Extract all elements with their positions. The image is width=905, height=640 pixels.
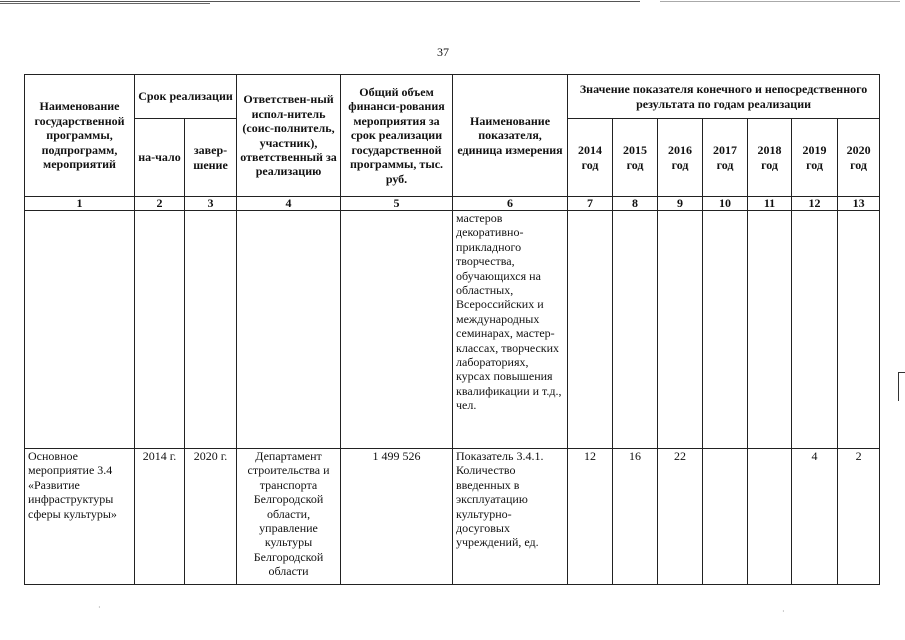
row-value [838,211,880,449]
header-year: 2019 год [792,119,838,197]
table-row [25,211,880,449]
row-value [748,449,792,585]
header-year: 2016 год [658,119,703,197]
page-number: 37 [437,45,449,59]
row-responsible: Департамент строительства и транспорта Белгородской области, управление культуры Белгородской области [237,449,341,585]
row-value: 16 [613,449,658,585]
row-name: Основное мероприятие 3.4 «Развитие инфраструктуры сферы культуры» [25,449,135,585]
column-number: 6 [453,197,568,211]
column-number: 7 [568,197,613,211]
row-value [613,211,658,449]
header-year: 2017 год [703,119,748,197]
row-end: 2020 г. [185,449,237,585]
column-number: 2 [135,197,185,211]
row-name [25,211,135,449]
top-edge-rule [0,0,905,6]
header-year: 2014 год [568,119,613,197]
row-value: 12 [568,449,613,585]
row-value: 4 [792,449,838,585]
row-start [135,211,185,449]
row-end [185,211,237,449]
header-name: Наименование государственной программы, подпрограмм, мероприятий [25,75,135,197]
row-value [658,211,703,449]
row-value [792,211,838,449]
header-term: Срок реализации [135,75,237,119]
row-value [568,211,613,449]
column-number: 5 [341,197,453,211]
row-value [703,211,748,449]
program-table [24,74,880,585]
binding-mark [898,372,905,401]
header-end: завер-шение [185,119,237,197]
header-start: на-чало [135,119,185,197]
column-number: 3 [185,197,237,211]
row-value [703,449,748,585]
column-number: 10 [703,197,748,211]
column-number: 1 [25,197,135,211]
header-year: 2015 год [613,119,658,197]
header-funding: Общий объем финанси-рования мероприятия за срок реализации государственной программы, тыс. руб. [341,75,453,197]
row-funding [341,211,453,449]
column-number: 13 [838,197,880,211]
header-values: Значение показателя конечного и непосредственного результата по годам реализации [568,75,880,119]
header-indicator: Наименование показателя, единица измерения [453,75,568,197]
header-year: 2018 год [748,119,792,197]
column-number: 11 [748,197,792,211]
table-row [25,449,880,585]
row-funding: 1 499 526 [341,449,453,585]
column-number: 12 [792,197,838,211]
scan-speck: · [98,603,101,612]
header-year: 2020 год [838,119,880,197]
row-indicator: мастеров декоративно-прикладного творчества, обучающихся на областных, Всероссийских и международных семинарах, мастер-классах, творческих лабораториях, курсах повышения квалификации и т.д., чел. [453,211,568,449]
header-row [25,75,880,119]
scan-speck: · [782,607,785,616]
column-number-row [25,197,880,211]
row-start: 2014 г. [135,449,185,585]
row-value: 2 [838,449,880,585]
row-value [748,211,792,449]
row-value: 22 [658,449,703,585]
row-indicator: Показатель 3.4.1. Количество введенных в эксплуатацию культурно-досуговых учреждений, ед. [453,449,568,585]
row-responsible [237,211,341,449]
column-number: 9 [658,197,703,211]
header-responsible: Ответствен-ный испол-нитель (соис-полнитель, участник), ответственный за реализацию [237,75,341,197]
column-number: 4 [237,197,341,211]
column-number: 8 [613,197,658,211]
